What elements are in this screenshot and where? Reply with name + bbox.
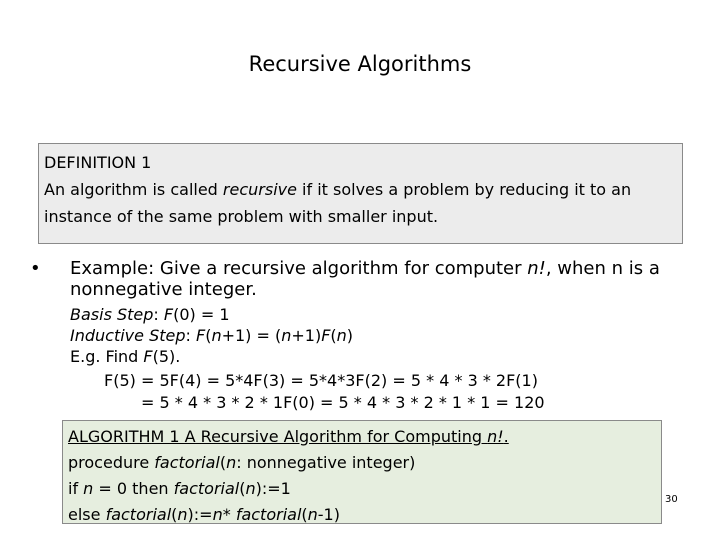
recursive-steps: [70, 304, 353, 367]
calculation-line-2: = 5 * 4 * 3 * 2 * 1F(0) = 5 * 4 * 3 * 2 * 1 * 1 = 120: [141, 393, 545, 412]
algorithm-box: [62, 420, 662, 524]
example-find: E.g. Find F(5).: [70, 347, 181, 366]
bullet-icon: •: [30, 258, 41, 279]
inductive-step: Inductive Step: F(n+1) = (n+1)F(n): [70, 326, 354, 345]
algorithm-line-2: if n = 0 then factorial(n):=1: [68, 479, 291, 498]
definition-line-1: An algorithm is called recursive if it solves a problem by reducing it to an: [44, 180, 632, 199]
basis-step: Basis Step: F(0) = 1: [70, 305, 230, 324]
algorithm-title: ALGORITHM 1 A Recursive Algorithm for Computing n!.: [68, 427, 509, 446]
example-text: Example: Give a recursive algorithm for computer n!, when n is a nonnegative integer.: [70, 258, 660, 300]
definition-line-2: instance of the same problem with smaller input.: [44, 207, 439, 226]
slide-title: Recursive Algorithms: [248, 52, 472, 76]
definition-heading: DEFINITION 1: [44, 153, 152, 172]
algorithm-line-1: procedure factorial(n: nonnegative integer): [68, 453, 416, 472]
algorithm-line-3: else factorial(n):=n* factorial(n-1): [68, 505, 340, 524]
definition-box: [38, 143, 683, 244]
calculation-line-1: F(5) = 5F(4) = 5*4F(3) = 5*4*3F(2) = 5 * 4 * 3 * 2F(1): [104, 371, 538, 390]
page-number: 30: [665, 494, 678, 505]
